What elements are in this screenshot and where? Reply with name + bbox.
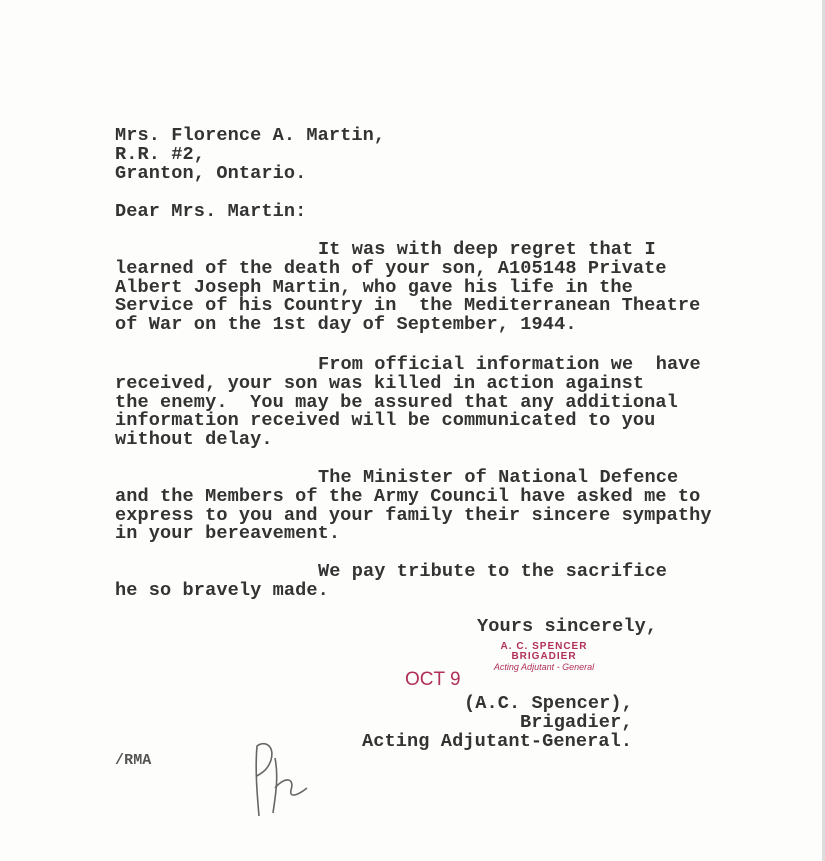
address-line: R.R. #2, bbox=[115, 143, 206, 165]
paragraph-line: without delay. bbox=[115, 429, 273, 451]
signature-stamp bbox=[484, 642, 604, 672]
paragraph-2 bbox=[115, 356, 701, 450]
paragraph-line: in your bereavement. bbox=[115, 523, 341, 545]
paragraph-4 bbox=[115, 563, 667, 601]
closing: Yours sincerely, bbox=[477, 616, 658, 637]
stamp-title: Acting Adjutant - General bbox=[493, 662, 595, 672]
date-stamp: OCT 9 bbox=[405, 669, 461, 690]
recipient-address bbox=[115, 127, 385, 183]
salutation: Dear Mrs. Martin: bbox=[115, 201, 307, 222]
paragraph-line: The Minister of National Defence bbox=[318, 467, 679, 488]
paragraph-line: It was with deep regret that I bbox=[318, 239, 656, 260]
paragraph-1 bbox=[115, 241, 700, 335]
paragraph-line: From official information we have bbox=[318, 354, 701, 375]
address-line: Mrs. Florence A. Martin, bbox=[115, 125, 386, 146]
signer-rank: Brigadier, bbox=[520, 712, 633, 733]
address-line: Granton, Ontario. bbox=[115, 162, 307, 184]
reference-initials: /RMA bbox=[115, 752, 152, 769]
handwritten-initials bbox=[245, 738, 320, 820]
stamp-rank: BRIGADIER bbox=[511, 651, 577, 662]
paragraph-line: the enemy. You may be assured that any additional bbox=[115, 391, 678, 413]
paragraph-line: learned of the death of your son, A105148 Private bbox=[115, 257, 667, 279]
paragraph-3 bbox=[115, 469, 712, 544]
paragraph-line: information received will be communicated to you bbox=[115, 410, 656, 432]
signer-name: (A.C. Spencer), bbox=[464, 693, 633, 714]
signer-title: Acting Adjutant-General. bbox=[362, 731, 633, 752]
paragraph-line: express to you and your family their sincere sympathy bbox=[115, 504, 712, 526]
paragraph-line: Albert Joseph Martin, who gave his life in the bbox=[115, 276, 633, 298]
stamp-name: A. C. SPENCER bbox=[500, 641, 588, 652]
paragraph-line: and the Members of the Army Council have asked me to bbox=[115, 485, 701, 507]
paragraph-line: received, your son was killed in action against bbox=[115, 372, 645, 394]
paragraph-line: he so bravely made. bbox=[115, 579, 329, 601]
paragraph-line: We pay tribute to the sacrifice bbox=[318, 561, 667, 582]
paragraph-line: of War on the 1st day of September, 1944. bbox=[115, 314, 577, 336]
paragraph-line: Service of his Country in the Mediterranean Theatre bbox=[115, 295, 701, 317]
